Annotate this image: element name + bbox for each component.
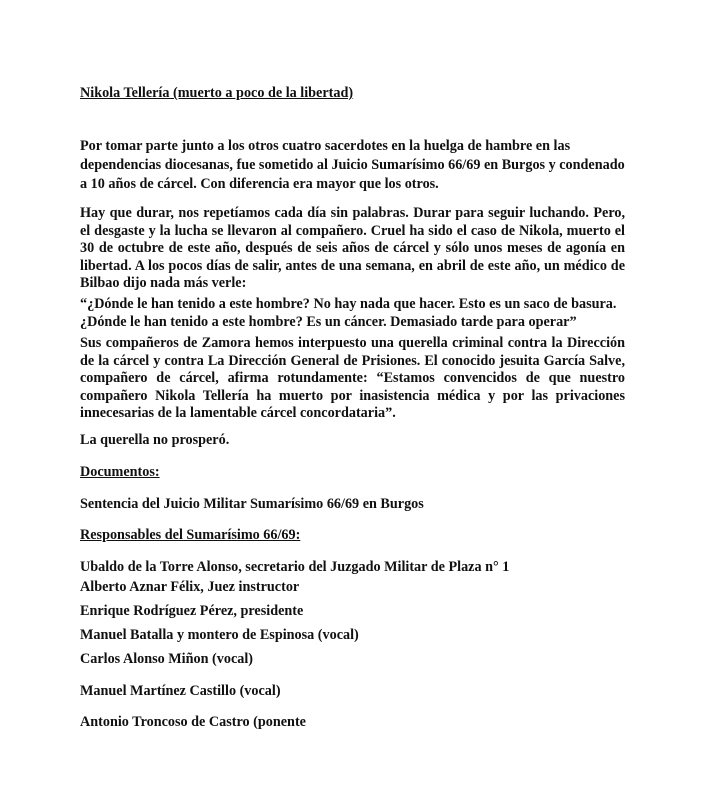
paragraph-4: La querella no prosperó. <box>80 432 230 448</box>
paragraph-3: Sus compañeros de Zamora hemos interpuesto una querella criminal contra la Dirección de la cárcel y contra La Dirección General de Prisiones. El conocido jesuita García Salve, compañero de cárcel, afirma rotundamente: “Estamos convencidos de que nuestro compañero Nikola Tellería ha muerto por inasistencia médica y por las privaciones innecesarias de la lamentable cárcel concordataria”. <box>80 335 625 421</box>
responsable-item: Alberto Aznar Félix, Juez instructor <box>80 579 300 595</box>
responsable-item: Enrique Rodríguez Pérez, presidente <box>80 603 304 619</box>
documents-heading: Documentos: <box>80 464 160 480</box>
responsable-item: Carlos Alonso Miñon (vocal) <box>80 651 254 667</box>
responsable-item: Antonio Troncoso de Castro (ponente <box>80 714 306 730</box>
paragraph-1-line-3: a 10 años de cárcel. Con diferencia era mayor que los otros. <box>80 176 439 192</box>
responsable-item: Manuel Batalla y montero de Espinosa (vocal) <box>80 627 359 643</box>
document-title: Nikola Tellería (muerto a poco de la libertad) <box>80 85 354 101</box>
quote: “¿Dónde le han tenido a este hombre? No hay nada que hacer. Esto es un saco de basura. ¿Dónde le han tenido a este hombre? Es un cáncer. Demasiado tarde para operar” <box>80 296 617 330</box>
paragraph-1-line-1: Por tomar parte junto a los otros cuatro sacerdotes en la huelga de hambre en las <box>80 138 571 154</box>
paragraph-1-line-2: dependencias diocesanas, fue sometido al Juicio Sumarísimo 66/69 en Burgos y condenado <box>80 157 625 173</box>
responsables-heading: Responsables del Sumarísimo 66/69: <box>80 527 301 543</box>
responsable-item: Ubaldo de la Torre Alonso, secretario del Juzgado Militar de Plaza n° 1 <box>80 559 510 575</box>
responsable-item: Manuel Martínez Castillo (vocal) <box>80 683 281 699</box>
documents-item: Sentencia del Juicio Militar Sumarísimo 66/69 en Burgos <box>80 496 424 512</box>
paragraph-2: Hay que durar, nos repetíamos cada día sin palabras. Durar para seguir luchando. Pero, el desgaste y la lucha se llevaron al compañero. Cruel ha sido el caso de Nikola, muerto el 30 de octubre de este año, después de seis años de cárcel y sólo unos meses de agonía en libertad. A los pocos días de salir, antes de una semana, en abril de este año, un médico de Bilbao dijo nada más verle: <box>80 205 625 291</box>
